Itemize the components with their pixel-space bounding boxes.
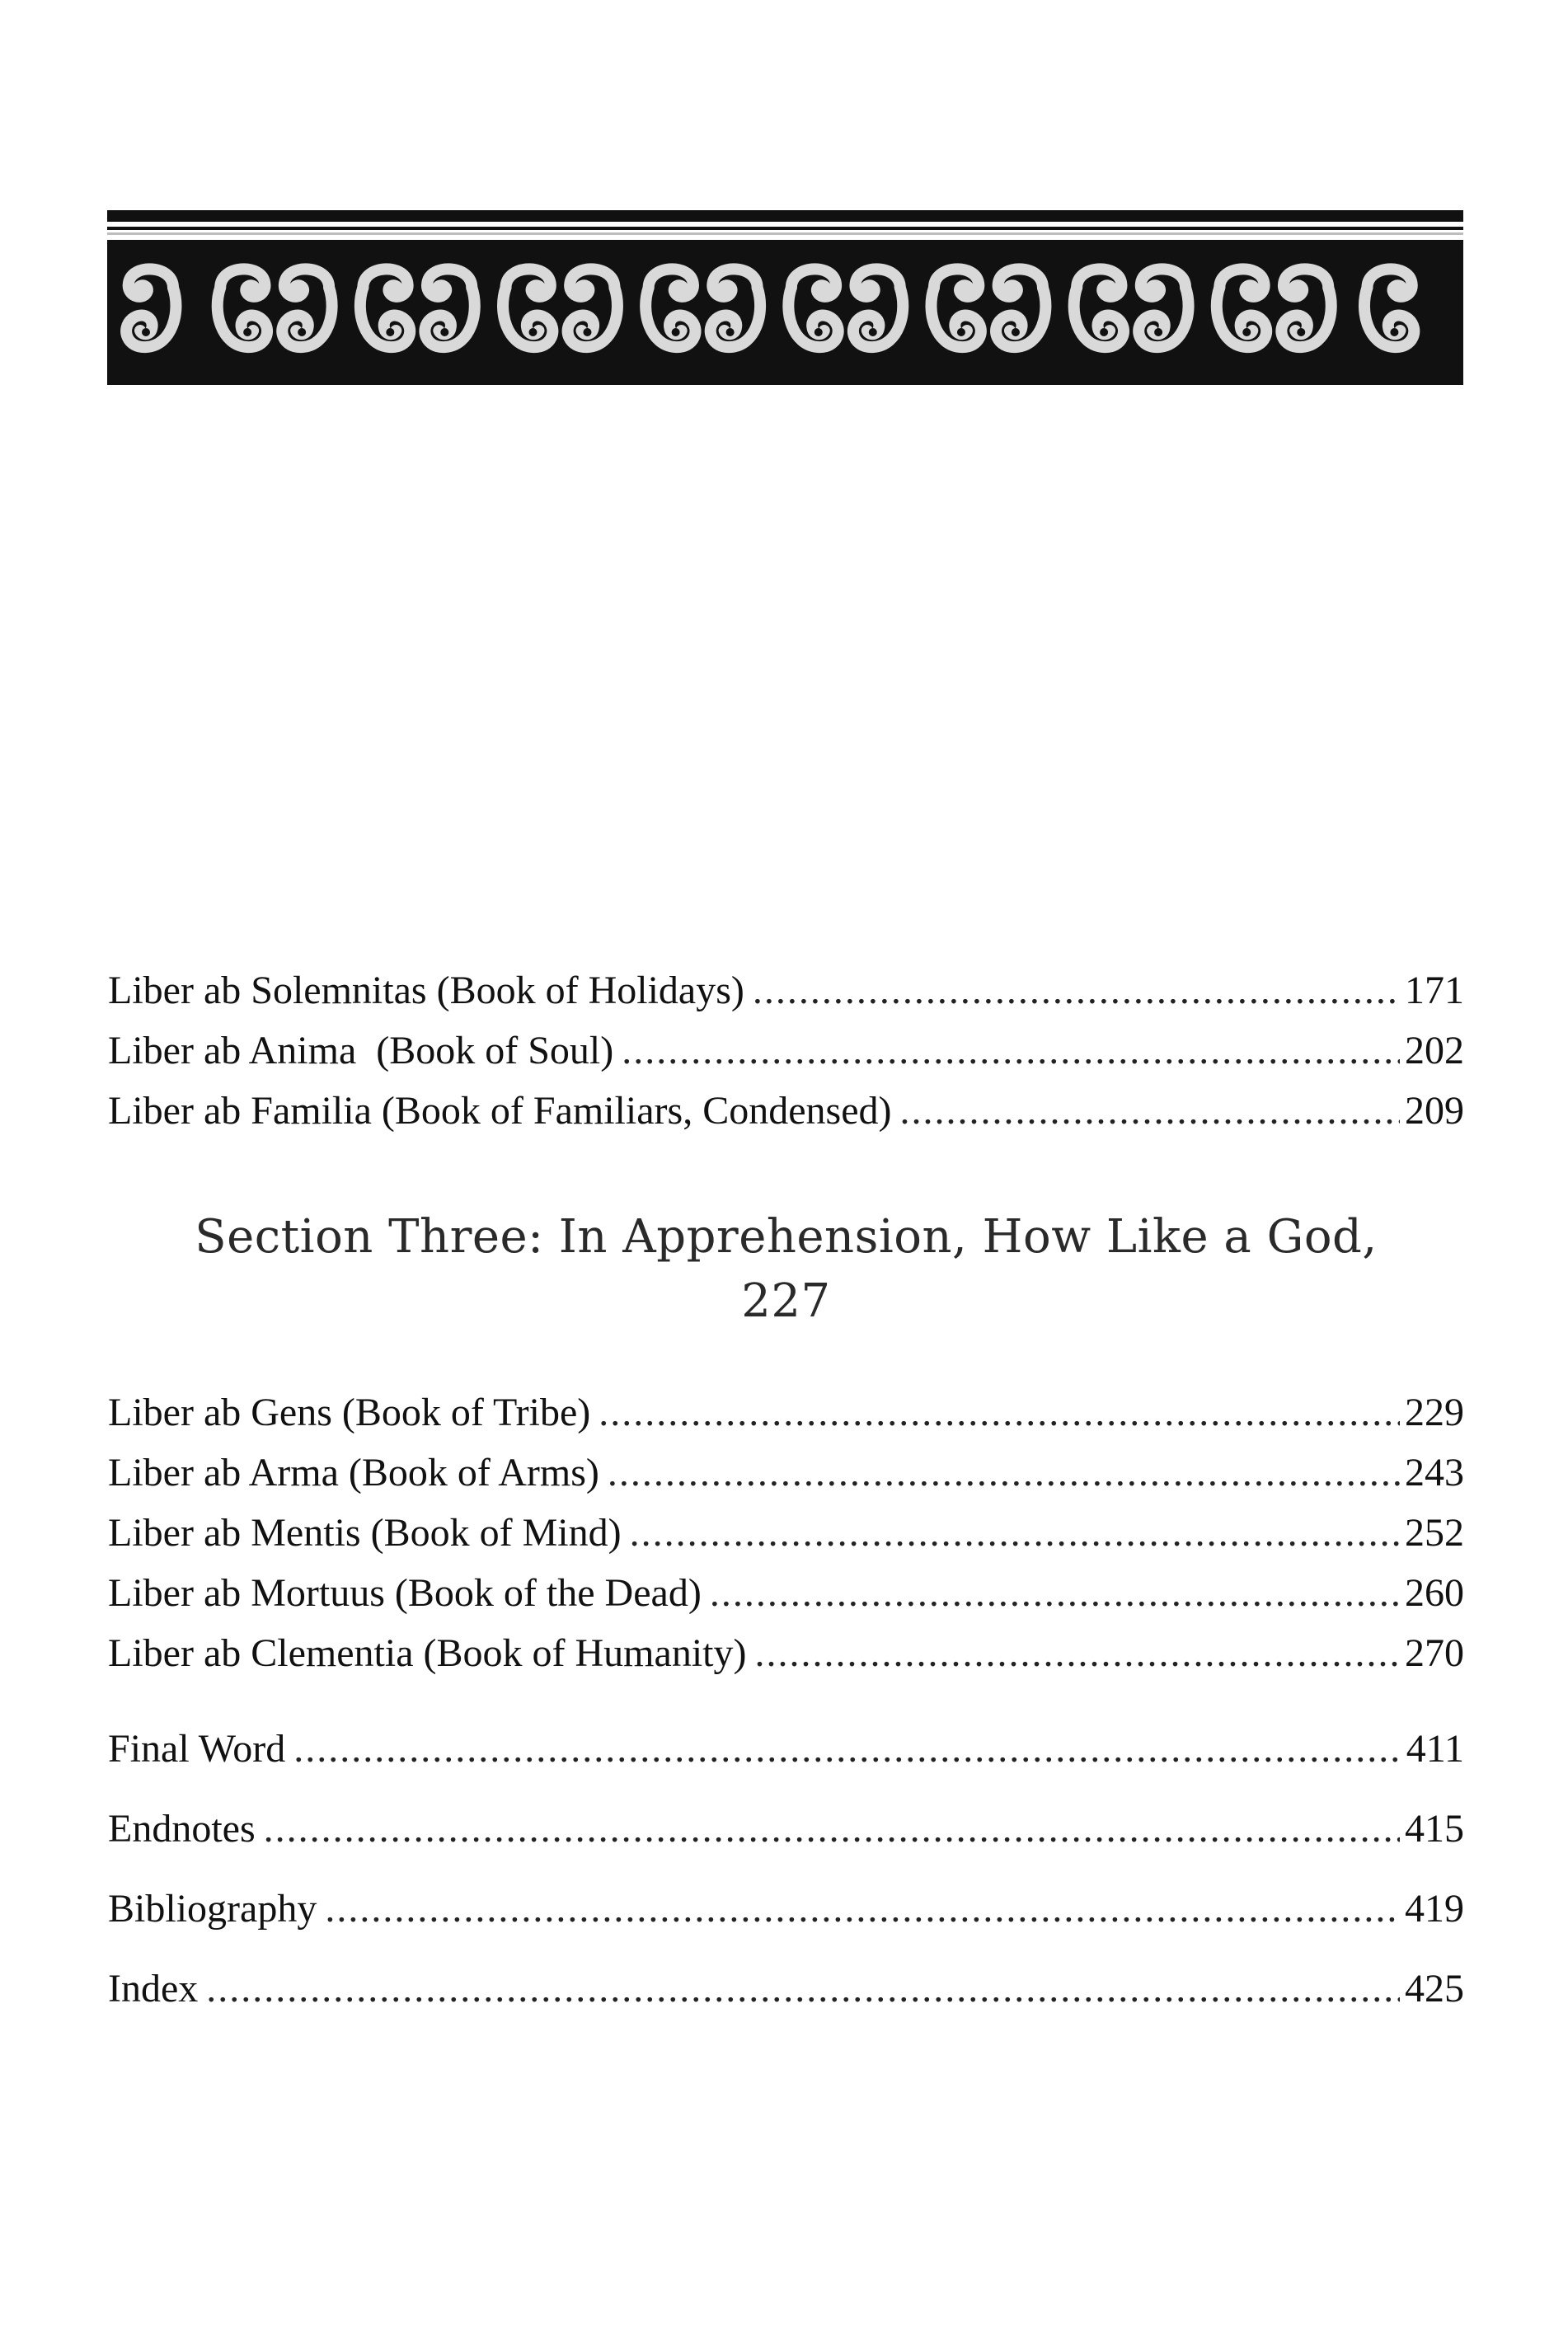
toc-entry-title: Liber ab Mentis (Book of Mind) bbox=[108, 1511, 622, 1555]
ornamental-header-band bbox=[107, 210, 1463, 385]
toc-entry[interactable] bbox=[108, 1503, 1464, 1563]
toc-entry-page: 202 bbox=[1405, 1029, 1464, 1072]
toc-entry[interactable] bbox=[108, 1443, 1464, 1503]
toc-entry-title: Liber ab Familia (Book of Familiars, Condensed) bbox=[108, 1089, 892, 1133]
dot-leader bbox=[622, 1021, 1400, 1081]
toc-entry-page: 229 bbox=[1405, 1391, 1464, 1434]
dot-leader bbox=[754, 1623, 1400, 1683]
toc-entry[interactable] bbox=[108, 1081, 1464, 1141]
toc-entry[interactable] bbox=[108, 1021, 1464, 1081]
toc-entry-title: Endnotes bbox=[108, 1807, 256, 1851]
ornament-thin-rule bbox=[107, 227, 1463, 230]
toc-entry[interactable] bbox=[108, 1799, 1464, 1879]
dot-leader bbox=[293, 1719, 1401, 1779]
toc-entry-title: Liber ab Arma (Book of Arms) bbox=[108, 1451, 599, 1494]
toc-entry-title: Liber ab Gens (Book of Tribe) bbox=[108, 1391, 591, 1434]
dot-leader bbox=[325, 1879, 1400, 1939]
toc-entry[interactable] bbox=[108, 1879, 1464, 1959]
toc-entry-page: 171 bbox=[1405, 969, 1464, 1012]
toc-group-2 bbox=[108, 1382, 1464, 1683]
toc-entry[interactable] bbox=[108, 960, 1464, 1021]
toc-entry-title: Liber ab Solemnitas (Book of Holidays) bbox=[108, 969, 744, 1012]
dot-leader bbox=[899, 1081, 1400, 1141]
toc-entry-title: Final Word bbox=[108, 1727, 286, 1771]
dot-leader bbox=[599, 1382, 1400, 1443]
toc-entry-page: 209 bbox=[1405, 1089, 1464, 1133]
toc-entry-title: Liber ab Mortuus (Book of the Dead) bbox=[108, 1571, 702, 1615]
toc-group-1 bbox=[108, 960, 1464, 1141]
toc-entry-page: 415 bbox=[1405, 1807, 1464, 1851]
toc-entry-page: 270 bbox=[1405, 1631, 1464, 1675]
section-heading-line-1: Section Three: In Apprehension, How Like a God, bbox=[195, 1210, 1378, 1264]
toc-entry[interactable] bbox=[108, 1623, 1464, 1683]
dot-leader bbox=[608, 1443, 1400, 1503]
toc-entry[interactable] bbox=[108, 1719, 1464, 1799]
toc-entry-title: Index bbox=[108, 1967, 199, 2011]
toc-entry-page: 252 bbox=[1405, 1511, 1464, 1555]
toc-entry-page: 243 bbox=[1405, 1451, 1464, 1494]
dot-leader bbox=[630, 1503, 1400, 1563]
toc-entry[interactable] bbox=[108, 1382, 1464, 1443]
ornament-top-bar bbox=[107, 210, 1463, 222]
section-heading-line-2: 227 bbox=[741, 1274, 831, 1328]
dot-leader bbox=[753, 960, 1400, 1021]
toc-entry-title: Bibliography bbox=[108, 1887, 317, 1931]
dot-leader bbox=[206, 1959, 1400, 2019]
toc-entry-page: 419 bbox=[1405, 1887, 1464, 1931]
toc-entry-title: Liber ab Anima (Book of Soul) bbox=[108, 1029, 614, 1072]
toc-entry-page: 425 bbox=[1405, 1967, 1464, 2011]
section-three-heading[interactable] bbox=[108, 1205, 1464, 1334]
dot-leader bbox=[710, 1563, 1400, 1623]
toc-entry[interactable] bbox=[108, 1563, 1464, 1623]
toc-entry-page: 260 bbox=[1405, 1571, 1464, 1615]
toc-entry[interactable] bbox=[108, 1959, 1464, 2039]
dot-leader bbox=[264, 1799, 1400, 1859]
toc-entry-title: Liber ab Clementia (Book of Humanity) bbox=[108, 1631, 747, 1675]
ornament-thin-rule-light bbox=[107, 232, 1463, 235]
scroll-ornament-icon bbox=[107, 210, 1463, 385]
toc-entry-page: 411 bbox=[1406, 1727, 1464, 1771]
toc-group-3 bbox=[108, 1719, 1464, 2039]
